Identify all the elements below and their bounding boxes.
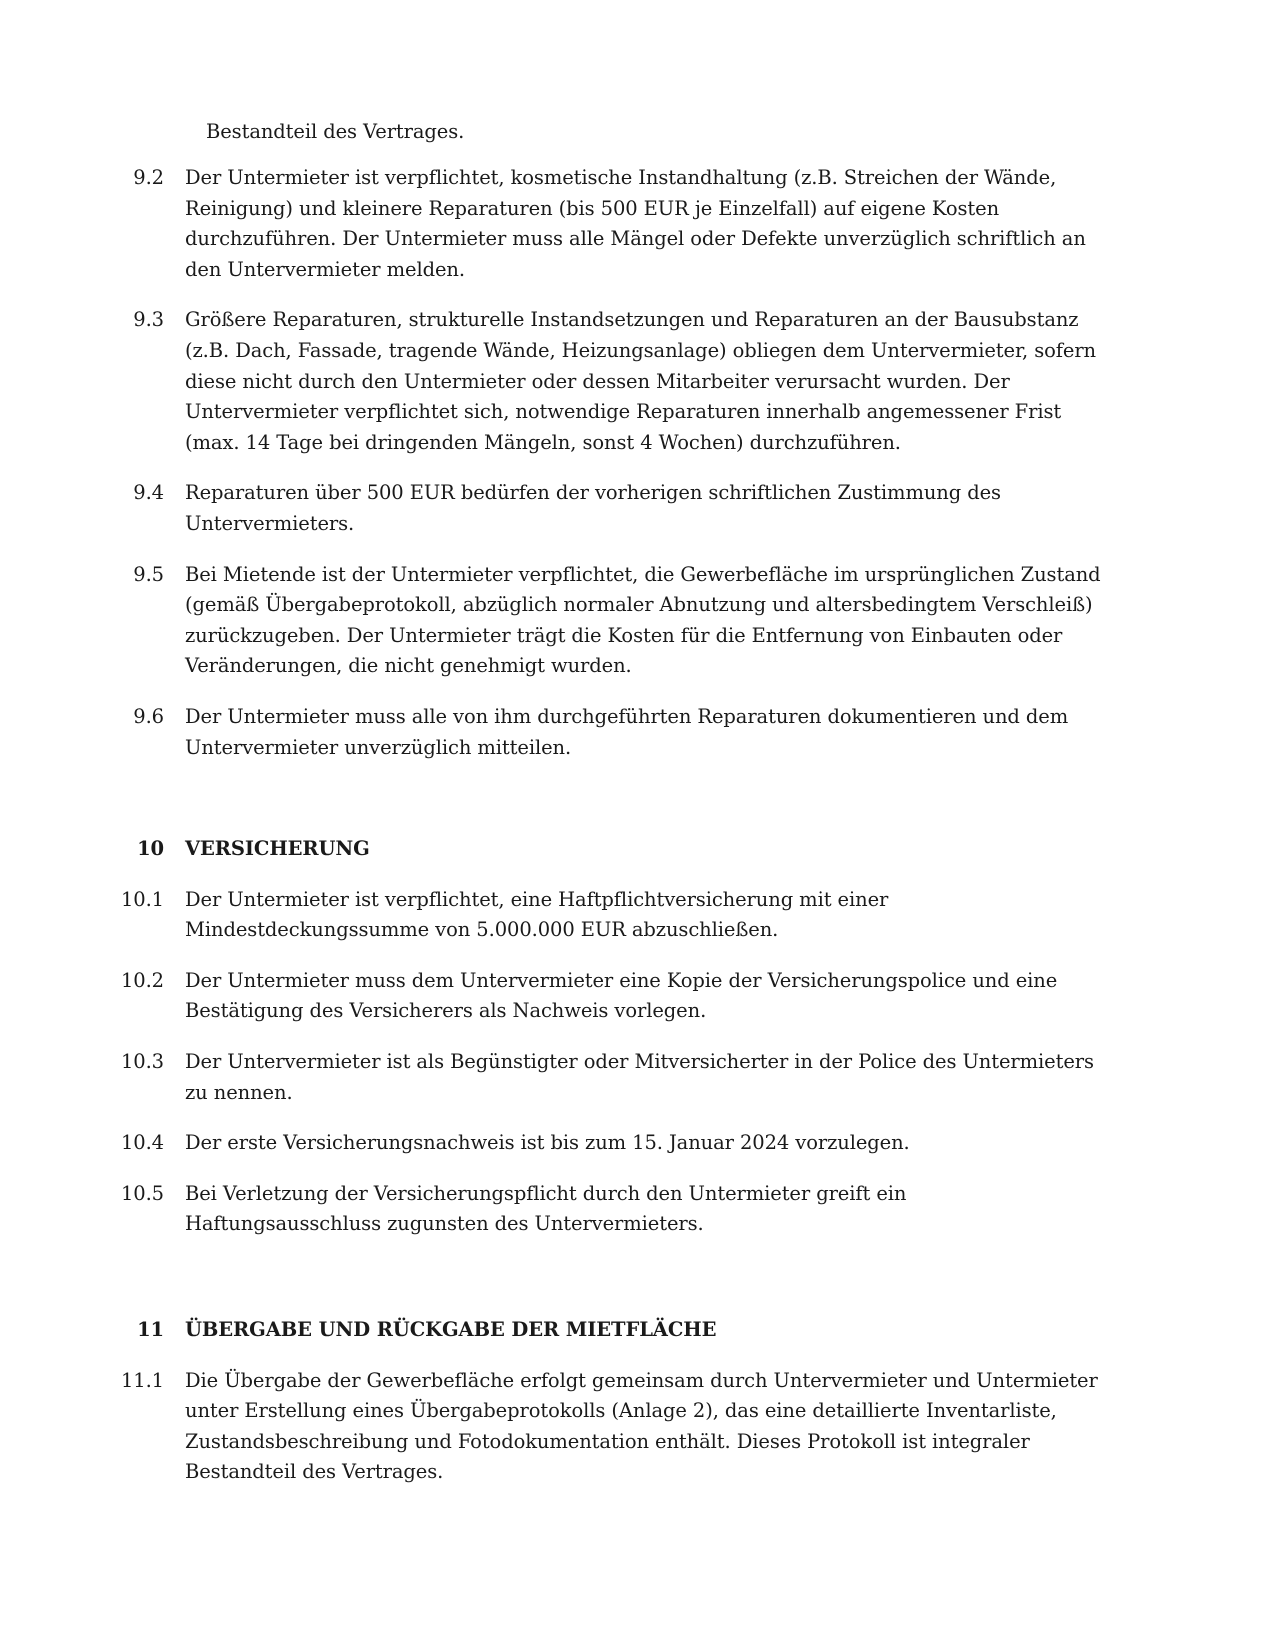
clause-number: 9.6 (133, 704, 164, 728)
clause-number: 10.3 (120, 1049, 164, 1073)
section-9-clauses (0, 163, 1275, 783)
clause-9-5 (0, 560, 1275, 682)
section-heading (0, 1315, 1275, 1346)
clause-10-2 (0, 966, 1275, 1027)
clause-number: 10.4 (120, 1131, 164, 1155)
clause-text: Der Untermieter ist verpflichtet, kosmetische Instandhaltung (z.B. Streichen der Wände, Reinigung) und kleinere Reparaturen (bis 500 EUR je Einzelfall) auf eigene Kosten durchzuführen. Der Untermieter muss alle Mängel oder Defekte unverzüglich schriftlich an den Untervermieter melden. (185, 166, 1086, 281)
clause-11-1 (0, 1366, 1275, 1488)
continuation-text: Bestandteil des Vertrages. (206, 120, 465, 143)
clause-text: Bei Mietende ist der Untermieter verpflichtet, die Gewerbefläche im ursprünglichen Zustand (gemäß Übergabeprotokoll, abzüglich normaler Abnutzung und altersbedingtem Verschleiß) zurückzugeben. Der Untermieter trägt die Kosten für die Entfernung von Einbauten oder Veränderungen, die nicht genehmigt wurden. (185, 562, 1101, 678)
clause-number: 11.1 (120, 1368, 164, 1392)
section-heading (0, 834, 1275, 865)
clause-number: 9.3 (133, 308, 164, 332)
clause-number: 10.2 (120, 968, 164, 992)
clause-9-2 (0, 163, 1275, 285)
section-11 (0, 1315, 1275, 1508)
clause-9-6 (0, 702, 1275, 763)
clause-text: Der Untermieter muss dem Untervermieter eine Kopie der Versicherungspolice und eine Bestätigung des Versicherers als Nachweis vorlegen. (185, 968, 1058, 1023)
clause-number: 9.5 (133, 562, 164, 586)
clause-text: Reparaturen über 500 EUR bedürfen der vorherigen schriftlichen Zustimmung des Untervermieters. (185, 481, 1001, 535)
clause-10-4 (0, 1128, 1275, 1159)
section-number: 11 (137, 1318, 164, 1341)
clause-number: 10.1 (120, 887, 164, 911)
section-10 (0, 834, 1275, 1260)
clause-text: Größere Reparaturen, strukturelle Instandsetzungen und Reparaturen an der Bausubstanz (z.B. Dach, Fassade, tragende Wände, Heizungsanlage) obliegen dem Untervermieter, sofern diese nicht durch den Untermieter oder dessen Mitarbeiter verursacht wurden. Der Untervermieter verpflichtet sich, notwendige Reparaturen innerhalb angemessener Frist (max. 14 Tage bei dringenden Mängeln, sonst 4 Wochen) durchzuführen. (185, 308, 1097, 454)
clause-9-3 (0, 305, 1275, 458)
clause-text: Der erste Versicherungsnachweis ist bis zum 15. Januar 2024 vorzulegen. (185, 1131, 910, 1155)
section-title: VERSICHERUNG (185, 837, 370, 860)
clause-9-4 (0, 478, 1275, 539)
clause-number: 9.2 (133, 166, 164, 189)
clause-10-5 (0, 1179, 1275, 1240)
clause-text: Die Übergabe der Gewerbefläche erfolgt gemeinsam durch Untervermieter und Untermieter unter Erstellung eines Übergabeprotokolls (Anlage 2), das eine detaillierte Inventarliste, Zustandsbeschreibung und Fotodokumentation enthält. Dieses Protokoll ist integraler Bestandteil des Vertrages. (185, 1368, 1098, 1484)
section-title: ÜBERGABE UND RÜCKGABE DER MIETFLÄCHE (185, 1318, 717, 1341)
section-number: 10 (137, 837, 164, 860)
clause-10-3 (0, 1047, 1275, 1108)
clause-text: Bei Verletzung der Versicherungspflicht durch den Untermieter greift ein Haftungsausschluss zugunsten des Untervermieters. (185, 1181, 907, 1236)
clause-text: Der Untermieter ist verpflichtet, eine Haftpflichtversicherung mit einer Mindestdeckungssumme von 5.000.000 EUR abzuschließen. (185, 887, 889, 942)
clause-number: 9.4 (133, 481, 164, 505)
clause-number: 10.5 (120, 1181, 164, 1205)
clause-text: Der Untervermieter ist als Begünstigter oder Mitversicherter in der Police des Untermieters zu nennen. (185, 1049, 1094, 1104)
clause-10-1 (0, 885, 1275, 946)
clause-text: Der Untermieter muss alle von ihm durchgeführten Reparaturen dokumentieren und dem Untervermieter unverzüglich mitteilen. (185, 704, 1069, 759)
